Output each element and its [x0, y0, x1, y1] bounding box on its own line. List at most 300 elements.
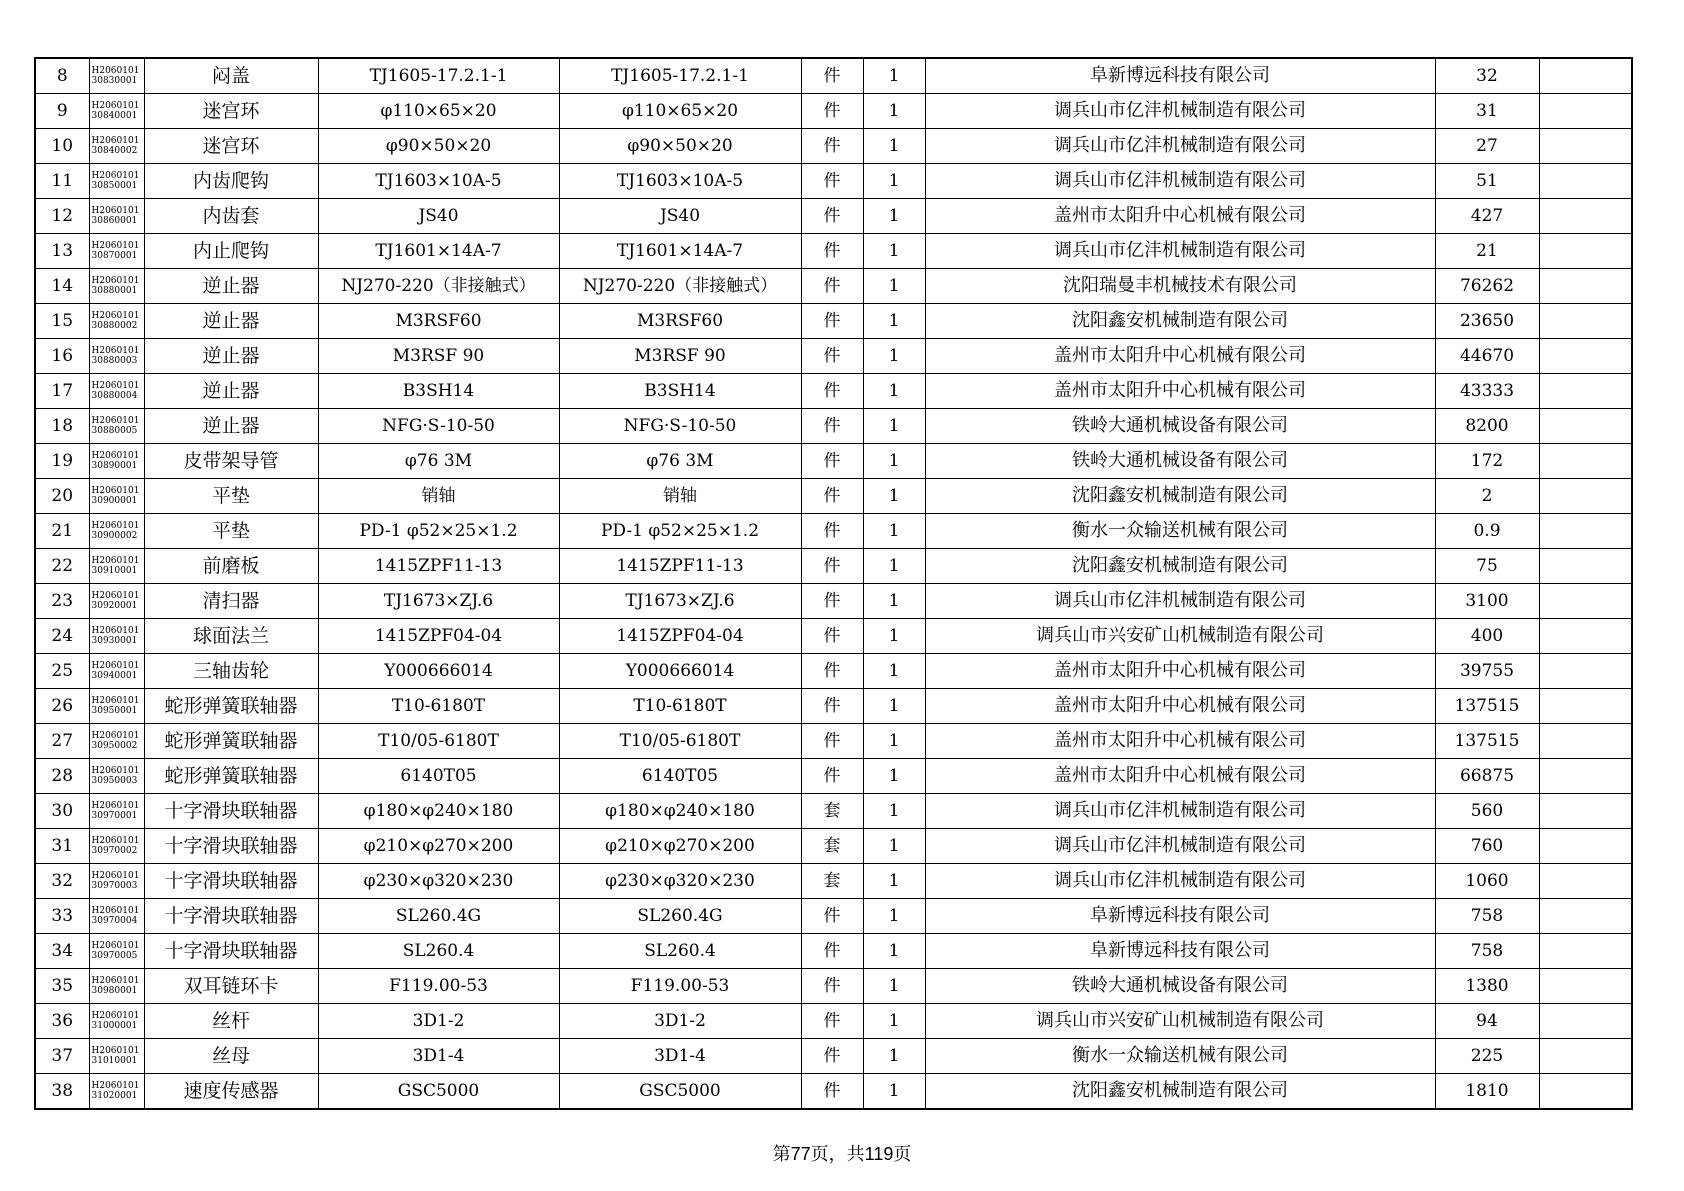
cell-model: φ90×50×20: [559, 129, 801, 164]
cell-row-number: 28: [35, 759, 89, 794]
cell-row-number: 35: [35, 969, 89, 1004]
cell-item-name: 迷宫环: [144, 94, 318, 129]
cell-note: [1539, 619, 1632, 654]
cell-model: F119.00-53: [559, 969, 801, 1004]
cell-spec: SL260.4: [318, 934, 559, 969]
table-body: [35, 58, 1632, 1109]
cell-price: 1380: [1435, 969, 1539, 1004]
cell-item-name: 迷宫环: [144, 129, 318, 164]
cell-price: 1810: [1435, 1074, 1539, 1110]
cell-row-number: 26: [35, 689, 89, 724]
cell-note: [1539, 899, 1632, 934]
cell-unit: 件: [801, 1039, 863, 1074]
cell-item-name: 十字滑块联轴器: [144, 934, 318, 969]
cell-material-code: H2060101 30880002: [89, 304, 144, 339]
cell-item-name: 平垫: [144, 479, 318, 514]
cell-note: [1539, 934, 1632, 969]
cell-quantity: 1: [863, 794, 925, 829]
cell-item-name: 内齿套: [144, 199, 318, 234]
cell-spec: φ230×φ320×230: [318, 864, 559, 899]
cell-supplier: 铁岭大通机械设备有限公司: [925, 409, 1435, 444]
cell-spec: T10-6180T: [318, 689, 559, 724]
cell-unit: 件: [801, 654, 863, 689]
cell-row-number: 10: [35, 129, 89, 164]
cell-note: [1539, 584, 1632, 619]
cell-spec: φ110×65×20: [318, 94, 559, 129]
cell-quantity: 1: [863, 199, 925, 234]
cell-quantity: 1: [863, 584, 925, 619]
cell-row-number: 27: [35, 724, 89, 759]
cell-material-code: H2060101 30850001: [89, 164, 144, 199]
cell-quantity: 1: [863, 724, 925, 759]
cell-note: [1539, 969, 1632, 1004]
cell-spec: Y000666014: [318, 654, 559, 689]
cell-unit: 件: [801, 1004, 863, 1039]
cell-material-code: H2060101 30870001: [89, 234, 144, 269]
cell-supplier: 盖州市太阳升中心机械有限公司: [925, 654, 1435, 689]
cell-note: [1539, 654, 1632, 689]
cell-row-number: 33: [35, 899, 89, 934]
cell-price: 560: [1435, 794, 1539, 829]
cell-spec: NFG·S-10-50: [318, 409, 559, 444]
cell-supplier: 沈阳鑫安机械制造有限公司: [925, 479, 1435, 514]
cell-item-name: 皮带架导管: [144, 444, 318, 479]
table-row: [35, 129, 1632, 164]
cell-spec: 销轴: [318, 479, 559, 514]
cell-supplier: 铁岭大通机械设备有限公司: [925, 969, 1435, 1004]
cell-unit: 件: [801, 689, 863, 724]
cell-row-number: 37: [35, 1039, 89, 1074]
cell-material-code: H2060101 30860001: [89, 199, 144, 234]
cell-unit: 件: [801, 584, 863, 619]
cell-item-name: 球面法兰: [144, 619, 318, 654]
cell-material-code: H2060101 30880001: [89, 269, 144, 304]
cell-item-name: 逆止器: [144, 304, 318, 339]
cell-note: [1539, 724, 1632, 759]
cell-price: 66875: [1435, 759, 1539, 794]
cell-model: M3RSF 90: [559, 339, 801, 374]
table-row: [35, 934, 1632, 969]
cell-item-name: 内止爬钩: [144, 234, 318, 269]
table-row: [35, 409, 1632, 444]
cell-unit: 件: [801, 164, 863, 199]
table-row: [35, 654, 1632, 689]
table-row: [35, 94, 1632, 129]
page-number: 77: [790, 1144, 811, 1164]
cell-unit: 件: [801, 409, 863, 444]
cell-quantity: 1: [863, 829, 925, 864]
cell-model: TJ1673×ZJ.6: [559, 584, 801, 619]
cell-note: [1539, 409, 1632, 444]
page-footer: [0, 1140, 1684, 1166]
cell-item-name: 十字滑块联轴器: [144, 899, 318, 934]
cell-row-number: 8: [35, 58, 89, 94]
cell-supplier: 盖州市太阳升中心机械有限公司: [925, 689, 1435, 724]
cell-row-number: 32: [35, 864, 89, 899]
cell-note: [1539, 269, 1632, 304]
price-table: [34, 57, 1633, 1110]
cell-item-name: 逆止器: [144, 339, 318, 374]
table-row: [35, 234, 1632, 269]
table-row: [35, 969, 1632, 1004]
cell-row-number: 23: [35, 584, 89, 619]
cell-row-number: 9: [35, 94, 89, 129]
cell-row-number: 15: [35, 304, 89, 339]
cell-price: 32: [1435, 58, 1539, 94]
cell-model: 1415ZPF11-13: [559, 549, 801, 584]
cell-price: 2: [1435, 479, 1539, 514]
footer-prefix: 第: [772, 1144, 791, 1165]
cell-note: [1539, 234, 1632, 269]
cell-supplier: 衡水一众输送机械有限公司: [925, 1039, 1435, 1074]
cell-quantity: 1: [863, 269, 925, 304]
cell-model: GSC5000: [559, 1074, 801, 1110]
cell-supplier: 阜新博远科技有限公司: [925, 899, 1435, 934]
table-row: [35, 619, 1632, 654]
cell-note: [1539, 129, 1632, 164]
cell-unit: 件: [801, 374, 863, 409]
cell-note: [1539, 339, 1632, 374]
cell-spec: 6140T05: [318, 759, 559, 794]
cell-item-name: 平垫: [144, 514, 318, 549]
cell-unit: 件: [801, 969, 863, 1004]
cell-unit: 件: [801, 1074, 863, 1110]
cell-price: 172: [1435, 444, 1539, 479]
cell-unit: 件: [801, 129, 863, 164]
table-row: [35, 549, 1632, 584]
cell-note: [1539, 864, 1632, 899]
cell-material-code: H2060101 31010001: [89, 1039, 144, 1074]
cell-unit: 件: [801, 724, 863, 759]
cell-spec: 3D1-4: [318, 1039, 559, 1074]
cell-supplier: 盖州市太阳升中心机械有限公司: [925, 339, 1435, 374]
cell-item-name: 蛇形弹簧联轴器: [144, 759, 318, 794]
table-row: [35, 58, 1632, 94]
cell-supplier: 调兵山市亿沣机械制造有限公司: [925, 584, 1435, 619]
cell-model: JS40: [559, 199, 801, 234]
cell-quantity: 1: [863, 94, 925, 129]
cell-supplier: 调兵山市亿沣机械制造有限公司: [925, 94, 1435, 129]
cell-supplier: 调兵山市亿沣机械制造有限公司: [925, 234, 1435, 269]
cell-note: [1539, 829, 1632, 864]
cell-material-code: H2060101 30930001: [89, 619, 144, 654]
cell-price: 225: [1435, 1039, 1539, 1074]
cell-quantity: 1: [863, 479, 925, 514]
cell-quantity: 1: [863, 164, 925, 199]
cell-row-number: 36: [35, 1004, 89, 1039]
cell-price: 76262: [1435, 269, 1539, 304]
cell-supplier: 调兵山市亿沣机械制造有限公司: [925, 829, 1435, 864]
cell-supplier: 沈阳鑫安机械制造有限公司: [925, 549, 1435, 584]
cell-material-code: H2060101 30950003: [89, 759, 144, 794]
cell-quantity: 1: [863, 1074, 925, 1110]
cell-unit: 件: [801, 619, 863, 654]
cell-price: 1060: [1435, 864, 1539, 899]
cell-spec: M3RSF 90: [318, 339, 559, 374]
cell-supplier: 沈阳瑞曼丰机械技术有限公司: [925, 269, 1435, 304]
cell-item-name: 十字滑块联轴器: [144, 864, 318, 899]
cell-row-number: 17: [35, 374, 89, 409]
cell-quantity: 1: [863, 1039, 925, 1074]
cell-item-name: 丝母: [144, 1039, 318, 1074]
cell-price: 758: [1435, 899, 1539, 934]
cell-supplier: 调兵山市亿沣机械制造有限公司: [925, 164, 1435, 199]
cell-model: M3RSF60: [559, 304, 801, 339]
cell-model: Y000666014: [559, 654, 801, 689]
cell-material-code: H2060101 30900001: [89, 479, 144, 514]
cell-model: 3D1-4: [559, 1039, 801, 1074]
cell-price: 23650: [1435, 304, 1539, 339]
table-row: [35, 199, 1632, 234]
cell-row-number: 25: [35, 654, 89, 689]
cell-item-name: 三轴齿轮: [144, 654, 318, 689]
cell-note: [1539, 794, 1632, 829]
cell-spec: 1415ZPF04-04: [318, 619, 559, 654]
cell-spec: F119.00-53: [318, 969, 559, 1004]
cell-quantity: 1: [863, 304, 925, 339]
table-row: [35, 444, 1632, 479]
cell-price: 427: [1435, 199, 1539, 234]
cell-spec: φ90×50×20: [318, 129, 559, 164]
cell-spec: B3SH14: [318, 374, 559, 409]
cell-note: [1539, 479, 1632, 514]
cell-quantity: 1: [863, 234, 925, 269]
cell-material-code: H2060101 30970001: [89, 794, 144, 829]
cell-spec: φ76 3M: [318, 444, 559, 479]
cell-unit: 件: [801, 934, 863, 969]
cell-supplier: 盖州市太阳升中心机械有限公司: [925, 759, 1435, 794]
cell-row-number: 14: [35, 269, 89, 304]
cell-unit: 件: [801, 199, 863, 234]
cell-quantity: 1: [863, 549, 925, 584]
cell-material-code: H2060101 30950002: [89, 724, 144, 759]
cell-price: 760: [1435, 829, 1539, 864]
cell-unit: 件: [801, 444, 863, 479]
cell-item-name: 前磨板: [144, 549, 318, 584]
cell-unit: 件: [801, 269, 863, 304]
cell-row-number: 38: [35, 1074, 89, 1110]
cell-quantity: 1: [863, 514, 925, 549]
cell-note: [1539, 514, 1632, 549]
table-row: [35, 1074, 1632, 1110]
cell-note: [1539, 374, 1632, 409]
cell-spec: φ180×φ240×180: [318, 794, 559, 829]
cell-note: [1539, 58, 1632, 94]
table-row: [35, 479, 1632, 514]
cell-unit: 件: [801, 479, 863, 514]
cell-row-number: 21: [35, 514, 89, 549]
cell-price: 758: [1435, 934, 1539, 969]
cell-price: 400: [1435, 619, 1539, 654]
cell-material-code: H2060101 30880004: [89, 374, 144, 409]
cell-unit: 件: [801, 514, 863, 549]
cell-supplier: 调兵山市兴安矿山机械制造有限公司: [925, 1004, 1435, 1039]
cell-price: 27: [1435, 129, 1539, 164]
table-row: [35, 374, 1632, 409]
cell-row-number: 31: [35, 829, 89, 864]
cell-price: 51: [1435, 164, 1539, 199]
cell-spec: JS40: [318, 199, 559, 234]
cell-unit: 件: [801, 899, 863, 934]
cell-supplier: 阜新博远科技有限公司: [925, 934, 1435, 969]
cell-item-name: 速度传感器: [144, 1074, 318, 1110]
cell-note: [1539, 444, 1632, 479]
cell-item-name: 逆止器: [144, 409, 318, 444]
cell-price: 0.9: [1435, 514, 1539, 549]
cell-model: φ76 3M: [559, 444, 801, 479]
cell-material-code: H2060101 30910001: [89, 549, 144, 584]
cell-material-code: H2060101 30940001: [89, 654, 144, 689]
cell-item-name: 逆止器: [144, 269, 318, 304]
cell-material-code: H2060101 30840002: [89, 129, 144, 164]
cell-unit: 件: [801, 759, 863, 794]
cell-model: φ180×φ240×180: [559, 794, 801, 829]
cell-spec: M3RSF60: [318, 304, 559, 339]
cell-unit: 套: [801, 829, 863, 864]
cell-row-number: 19: [35, 444, 89, 479]
cell-spec: T10/05-6180T: [318, 724, 559, 759]
cell-material-code: H2060101 31000001: [89, 1004, 144, 1039]
cell-item-name: 内齿爬钩: [144, 164, 318, 199]
cell-price: 75: [1435, 549, 1539, 584]
cell-model: T10-6180T: [559, 689, 801, 724]
cell-spec: NJ270-220（非接触式）: [318, 269, 559, 304]
cell-supplier: 沈阳鑫安机械制造有限公司: [925, 304, 1435, 339]
cell-model: 1415ZPF04-04: [559, 619, 801, 654]
cell-quantity: 1: [863, 864, 925, 899]
table-row: [35, 304, 1632, 339]
cell-quantity: 1: [863, 58, 925, 94]
cell-model: SL260.4: [559, 934, 801, 969]
cell-note: [1539, 164, 1632, 199]
cell-quantity: 1: [863, 759, 925, 794]
table-row: [35, 269, 1632, 304]
cell-price: 137515: [1435, 724, 1539, 759]
cell-note: [1539, 1004, 1632, 1039]
cell-supplier: 阜新博远科技有限公司: [925, 58, 1435, 94]
cell-note: [1539, 1039, 1632, 1074]
cell-supplier: 衡水一众输送机械有限公司: [925, 514, 1435, 549]
cell-model: T10/05-6180T: [559, 724, 801, 759]
cell-quantity: 1: [863, 339, 925, 374]
cell-price: 43333: [1435, 374, 1539, 409]
cell-row-number: 12: [35, 199, 89, 234]
cell-quantity: 1: [863, 444, 925, 479]
cell-price: 94: [1435, 1004, 1539, 1039]
cell-item-name: 双耳链环卡: [144, 969, 318, 1004]
cell-item-name: 蛇形弹簧联轴器: [144, 724, 318, 759]
table-row: [35, 724, 1632, 759]
cell-row-number: 11: [35, 164, 89, 199]
cell-row-number: 30: [35, 794, 89, 829]
cell-item-name: 清扫器: [144, 584, 318, 619]
cell-material-code: H2060101 30920001: [89, 584, 144, 619]
footer-suffix: 页: [893, 1144, 912, 1165]
cell-unit: 件: [801, 339, 863, 374]
cell-model: NJ270-220（非接触式）: [559, 269, 801, 304]
table-row: [35, 829, 1632, 864]
cell-material-code: H2060101 30980001: [89, 969, 144, 1004]
cell-model: B3SH14: [559, 374, 801, 409]
cell-model: TJ1605-17.2.1-1: [559, 58, 801, 94]
cell-supplier: 调兵山市亿沣机械制造有限公司: [925, 864, 1435, 899]
cell-material-code: H2060101 30900002: [89, 514, 144, 549]
cell-material-code: H2060101 30840001: [89, 94, 144, 129]
cell-item-name: 逆止器: [144, 374, 318, 409]
cell-supplier: 调兵山市亿沣机械制造有限公司: [925, 794, 1435, 829]
cell-material-code: H2060101 30950001: [89, 689, 144, 724]
cell-note: [1539, 759, 1632, 794]
cell-spec: TJ1605-17.2.1-1: [318, 58, 559, 94]
cell-note: [1539, 94, 1632, 129]
cell-item-name: 丝杆: [144, 1004, 318, 1039]
table-row: [35, 864, 1632, 899]
cell-quantity: 1: [863, 619, 925, 654]
cell-quantity: 1: [863, 374, 925, 409]
cell-material-code: H2060101 30880003: [89, 339, 144, 374]
cell-note: [1539, 199, 1632, 234]
cell-unit: 件: [801, 304, 863, 339]
cell-item-name: 闷盖: [144, 58, 318, 94]
cell-price: 137515: [1435, 689, 1539, 724]
cell-material-code: H2060101 30970004: [89, 899, 144, 934]
cell-unit: 件: [801, 234, 863, 269]
cell-model: 6140T05: [559, 759, 801, 794]
cell-item-name: 十字滑块联轴器: [144, 829, 318, 864]
cell-quantity: 1: [863, 129, 925, 164]
cell-spec: SL260.4G: [318, 899, 559, 934]
cell-model: PD-1 φ52×25×1.2: [559, 514, 801, 549]
table-row: [35, 514, 1632, 549]
cell-row-number: 18: [35, 409, 89, 444]
cell-material-code: H2060101 30970002: [89, 829, 144, 864]
cell-spec: TJ1673×ZJ.6: [318, 584, 559, 619]
cell-price: 44670: [1435, 339, 1539, 374]
cell-price: 3100: [1435, 584, 1539, 619]
cell-model: 销轴: [559, 479, 801, 514]
cell-row-number: 34: [35, 934, 89, 969]
cell-item-name: 十字滑块联轴器: [144, 794, 318, 829]
cell-price: 39755: [1435, 654, 1539, 689]
table-row: [35, 1039, 1632, 1074]
cell-model: φ210×φ270×200: [559, 829, 801, 864]
cell-supplier: 盖州市太阳升中心机械有限公司: [925, 374, 1435, 409]
table-row: [35, 794, 1632, 829]
cell-model: NFG·S-10-50: [559, 409, 801, 444]
cell-note: [1539, 549, 1632, 584]
cell-model: TJ1601×14A-7: [559, 234, 801, 269]
cell-model: φ230×φ320×230: [559, 864, 801, 899]
cell-quantity: 1: [863, 409, 925, 444]
cell-model: TJ1603×10A-5: [559, 164, 801, 199]
cell-spec: φ210×φ270×200: [318, 829, 559, 864]
cell-quantity: 1: [863, 934, 925, 969]
cell-row-number: 24: [35, 619, 89, 654]
table-row: [35, 1004, 1632, 1039]
cell-note: [1539, 1074, 1632, 1110]
cell-unit: 件: [801, 549, 863, 584]
cell-supplier: 调兵山市兴安矿山机械制造有限公司: [925, 619, 1435, 654]
cell-unit: 件: [801, 94, 863, 129]
cell-unit: 套: [801, 864, 863, 899]
table-row: [35, 339, 1632, 374]
cell-unit: 件: [801, 58, 863, 94]
cell-model: φ110×65×20: [559, 94, 801, 129]
cell-material-code: H2060101 30880005: [89, 409, 144, 444]
cell-supplier: 调兵山市亿沣机械制造有限公司: [925, 129, 1435, 164]
cell-model: SL260.4G: [559, 899, 801, 934]
cell-quantity: 1: [863, 969, 925, 1004]
